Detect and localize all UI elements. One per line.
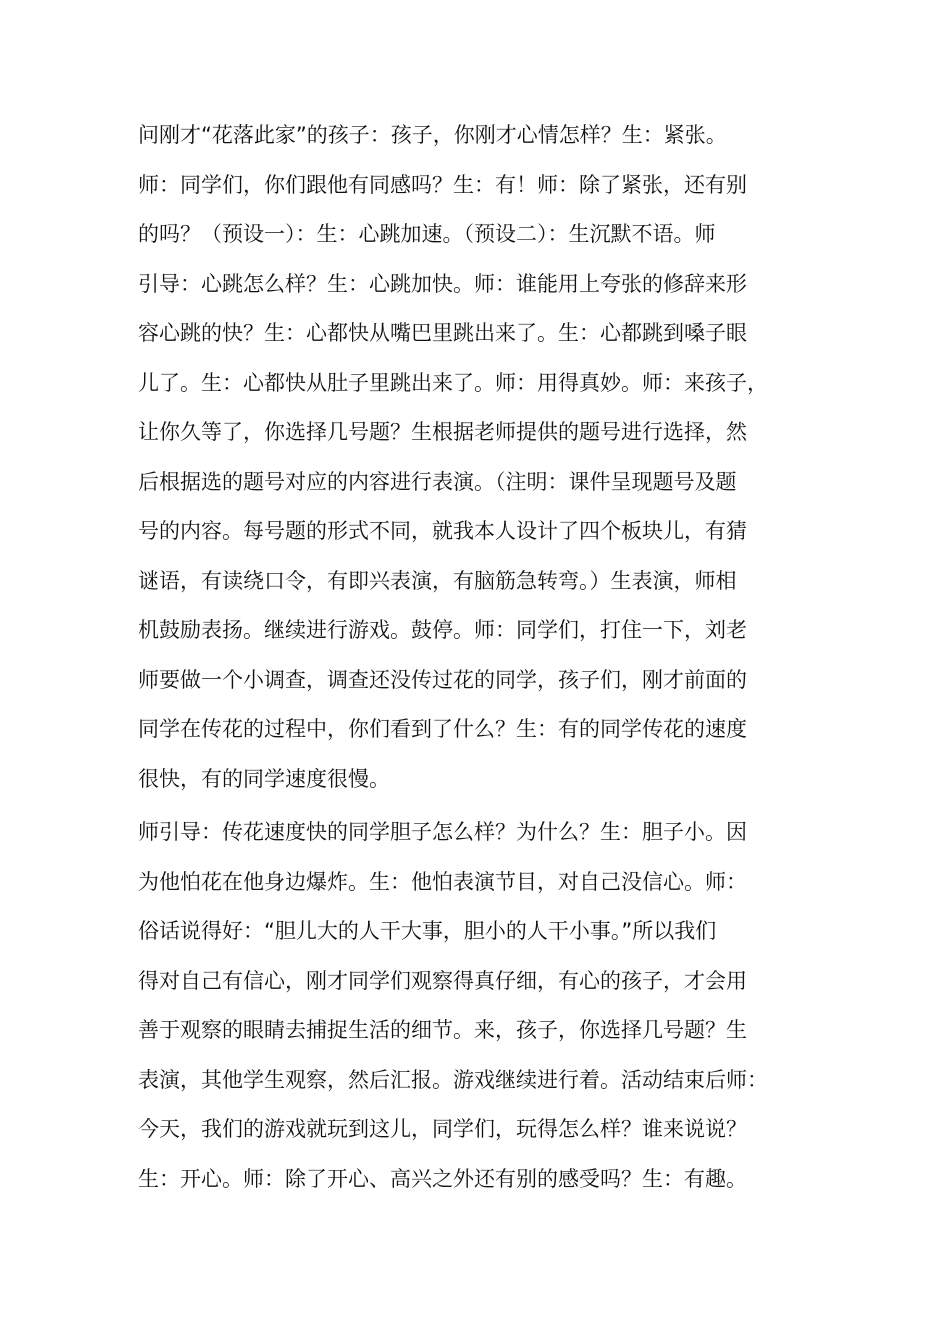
text-line: 机鼓励表扬。继续进行游戏。鼓停。师：同学们，打住一下，刘老 <box>138 618 747 642</box>
text-line: 为他怕花在他身边爆炸。生：他怕表演节目，对自己没信心。师： <box>138 869 747 894</box>
text-line: 谜语，有读绕口令，有即兴表演，有脑筋急转弯。）生表演，师相 <box>138 568 737 593</box>
paragraph-1 <box>138 111 818 804</box>
text-line: 得对自己有信心，刚才同学们观察得真仔细，有心的孩子，才会用 <box>138 968 747 993</box>
text-line: 同学在传花的过程中，你们看到了什么？生：有的同学传花的速度 <box>138 717 747 741</box>
text-line: 的吗？（预设一）：生：心跳加速。（预设二）：生沉默不语。师 <box>138 222 716 246</box>
text-line: 问刚才“花落此家”的孩子：孩子，你刚才心情怎样？生：紧张。 <box>138 123 727 147</box>
paragraph-2 <box>138 808 818 1204</box>
text-line: 师：同学们，你们跟他有同感吗？生：有！师：除了紧张，还有别 <box>138 172 747 197</box>
text-line: 引导：心跳怎么样？生：心跳加快。师：谁能用上夸张的修辞来形 <box>138 271 747 296</box>
text-line: 儿了。生：心都快从肚子里跳出来了。师：用得真妙。师：来孩子， <box>138 370 768 395</box>
text-line: 今天，我们的游戏就玩到这儿，同学们，玩得怎么样？谁来说说？ <box>138 1117 747 1141</box>
text-line: 号的内容。每号题的形式不同，就我本人设计了四个板块儿，有猜 <box>138 519 747 543</box>
text-line: 师引导：传花速度快的同学胆子怎么样？为什么？生：胆子小。因 <box>138 820 747 844</box>
text-line: 很快，有的同学速度很慢。 <box>138 766 390 791</box>
text-line: 生：开心。师：除了开心、高兴之外还有别的感受吗？生：有趣。 <box>138 1166 747 1191</box>
text-line: 让你久等了，你选择几号题？生根据老师提供的题号进行选择，然 <box>138 420 747 444</box>
text-line: 容心跳的快？生：心都快从嘴巴里跳出来了。生：心都跳到嗓子眼 <box>138 321 747 345</box>
text-line: 表演，其他学生观察，然后汇报。游戏继续进行着。活动结束后师： <box>138 1067 768 1092</box>
text-line: 后根据选的题号对应的内容进行表演。（注明：课件呈现题号及题 <box>138 469 737 494</box>
text-line: 师要做一个小调查，调查还没传过花的同学，孩子们，刚才前面的 <box>138 667 747 692</box>
text-line: 俗话说得好：“胆儿大的人干大事，胆小的人干小事。”所以我们 <box>138 919 717 943</box>
text-line: 善于观察的眼睛去捕捉生活的细节。来，孩子，你选择几号题？生 <box>138 1018 747 1042</box>
